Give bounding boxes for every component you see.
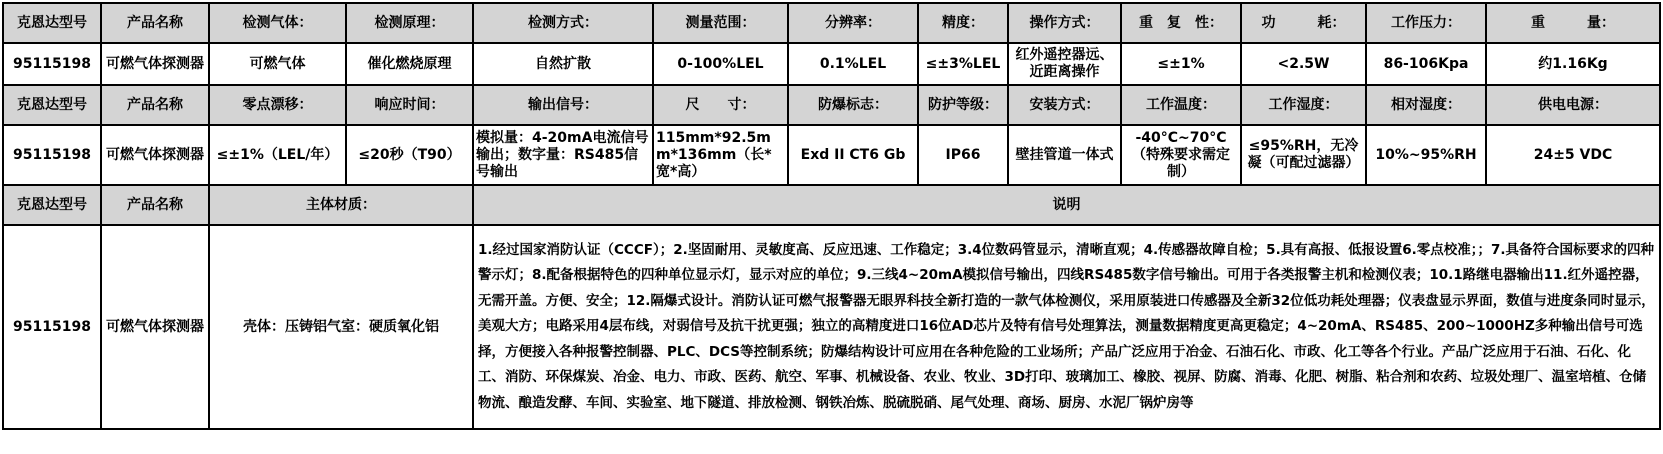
data-cell: IP66 [918, 125, 1008, 185]
data-cell: 红外遥控器远、近距离操作 [1008, 43, 1121, 85]
data-cell: 10%~95%RH [1366, 125, 1486, 185]
header-cell: 测量范围： [653, 3, 788, 43]
header-cell: 重 复 性： [1121, 3, 1241, 43]
data-cell: ≤20秒（T90） [346, 125, 473, 185]
header-cell: 产品名称 [101, 85, 209, 125]
data-cell: Exd II CT6 Gb [788, 125, 918, 185]
header-row-2 [3, 85, 1660, 125]
header-row-1 [3, 3, 1660, 43]
header-cell: 精度： [918, 3, 1008, 43]
header-cell: 工作湿度： [1241, 85, 1366, 125]
data-cell: 约1.16Kg [1486, 43, 1660, 85]
data-row-1 [3, 43, 1660, 85]
data-row-2 [3, 125, 1660, 185]
header-cell: 响应时间： [346, 85, 473, 125]
data-cell: ≤±3%LEL [918, 43, 1008, 85]
header-cell: 克恩达型号 [3, 3, 101, 43]
data-cell: 0-100%LEL [653, 43, 788, 85]
header-cell: 尺 寸： [653, 85, 788, 125]
header-cell: 工作温度： [1121, 85, 1241, 125]
data-cell: 115mm*92.5mm*136mm（长*宽*高） [653, 125, 788, 185]
data-cell: 模拟量：4-20mA电流信号输出；数字量：RS485信号输出 [473, 125, 653, 185]
header-cell: 输出信号： [473, 85, 653, 125]
header-cell: 检测方式： [473, 3, 653, 43]
data-cell: 可燃气体探测器 [101, 43, 209, 85]
header-cell: 产品名称 [101, 185, 209, 225]
data-cell: 86-106Kpa [1366, 43, 1486, 85]
header-cell: 操作方式： [1008, 3, 1121, 43]
data-cell: ≤±1%（LEL/年） [209, 125, 346, 185]
header-cell: 供电电源： [1486, 85, 1660, 125]
header-cell: 克恩达型号 [3, 85, 101, 125]
header-row-3 [3, 185, 1660, 225]
data-cell: 95115198 [3, 125, 101, 185]
data-cell: 95115198 [3, 225, 101, 429]
header-cell: 检测气体： [209, 3, 346, 43]
header-cell: 说明 [473, 185, 1660, 225]
header-cell: 工作压力： [1366, 3, 1486, 43]
header-cell: 防护等级： [918, 85, 1008, 125]
data-cell: 可燃气体探测器 [101, 125, 209, 185]
header-cell: 分辨率： [788, 3, 918, 43]
data-cell: 24±5 VDC [1486, 125, 1660, 185]
header-cell: 重 量： [1486, 3, 1660, 43]
data-cell: 可燃气体探测器 [101, 225, 209, 429]
header-cell: 检测原理： [346, 3, 473, 43]
data-cell: ≤±1% [1121, 43, 1241, 85]
header-cell: 安装方式： [1008, 85, 1121, 125]
data-cell: 壁挂管道一体式 [1008, 125, 1121, 185]
product-spec-table [2, 2, 1661, 430]
data-cell: ≤95%RH，无冷凝（可配过滤器） [1241, 125, 1366, 185]
material-cell: 壳体：压铸铝气室：硬质氧化铝 [209, 225, 473, 429]
data-cell: 催化燃烧原理 [346, 43, 473, 85]
description-cell: 1.经过国家消防认证（CCCF）；2.坚固耐用、灵敏度高、反应迅速、工作稳定；3.4位数码管显示，清晰直观；4.传感器故障自检；5.具有高报、低报设置6.零点校准；；7.具备符合国标要求的四种警示灯；8.配备根据特色的四种单位显示灯，显示对应的单位；9.三线4~20mA模拟信号输出，四线RS485数字信号输出。可用于各类报警主机和检测仪表；10.1路继电器输出11.红外遥控器，无需开盖。方便、安全；12.隔爆式设计。消防认证可燃气报警器无眼界科技全新打造的一款气体检测仪，采用原装进口传感器及全新32位低功耗处理器；仪表盘显示界面，数值与进度条同时显示，美观大方；电路采用4层布线，对弱信号及抗干扰更强；独立的高精度进口16位AD芯片及特有信号处理算法，测量数据精度更高更稳定；4~20mA、RS485、200~1000HZ多种输出信号可选择，方便接入各种报警控制器、PLC、DCS等控制系统；防爆结构设计可应用在各种危险的工业场所；产品广泛应用于冶金、石油石化、市政、化工等各个行业。产品广泛应用于石油、石化、化工、消防、环保煤炭、冶金、电力、市政、医药、航空、军事、机械设备、农业、牧业、3D打印、玻璃加工、橡胶、视屏、防腐、消毒、化肥、树脂、粘合剂和农药、垃圾处理厂、温室培植、仓储物流、酿造发酵、车间、实验室、地下隧道、排放检测、钢铁冶炼、脱硫脱硝、尾气处理、商场、厨房、水泥厂锅炉房等 [473, 225, 1660, 429]
header-cell: 相对湿度： [1366, 85, 1486, 125]
data-cell: 95115198 [3, 43, 101, 85]
data-cell: 自然扩散 [473, 43, 653, 85]
header-cell: 主体材质： [209, 185, 473, 225]
header-cell: 功 耗： [1241, 3, 1366, 43]
header-cell: 产品名称 [101, 3, 209, 43]
data-cell: <2.5W [1241, 43, 1366, 85]
data-cell: 0.1%LEL [788, 43, 918, 85]
data-row-3 [3, 225, 1660, 429]
header-cell: 防爆标志： [788, 85, 918, 125]
data-cell: -40°C~70°C（特殊要求需定制） [1121, 125, 1241, 185]
header-cell: 克恩达型号 [3, 185, 101, 225]
header-cell: 零点漂移： [209, 85, 346, 125]
data-cell: 可燃气体 [209, 43, 346, 85]
